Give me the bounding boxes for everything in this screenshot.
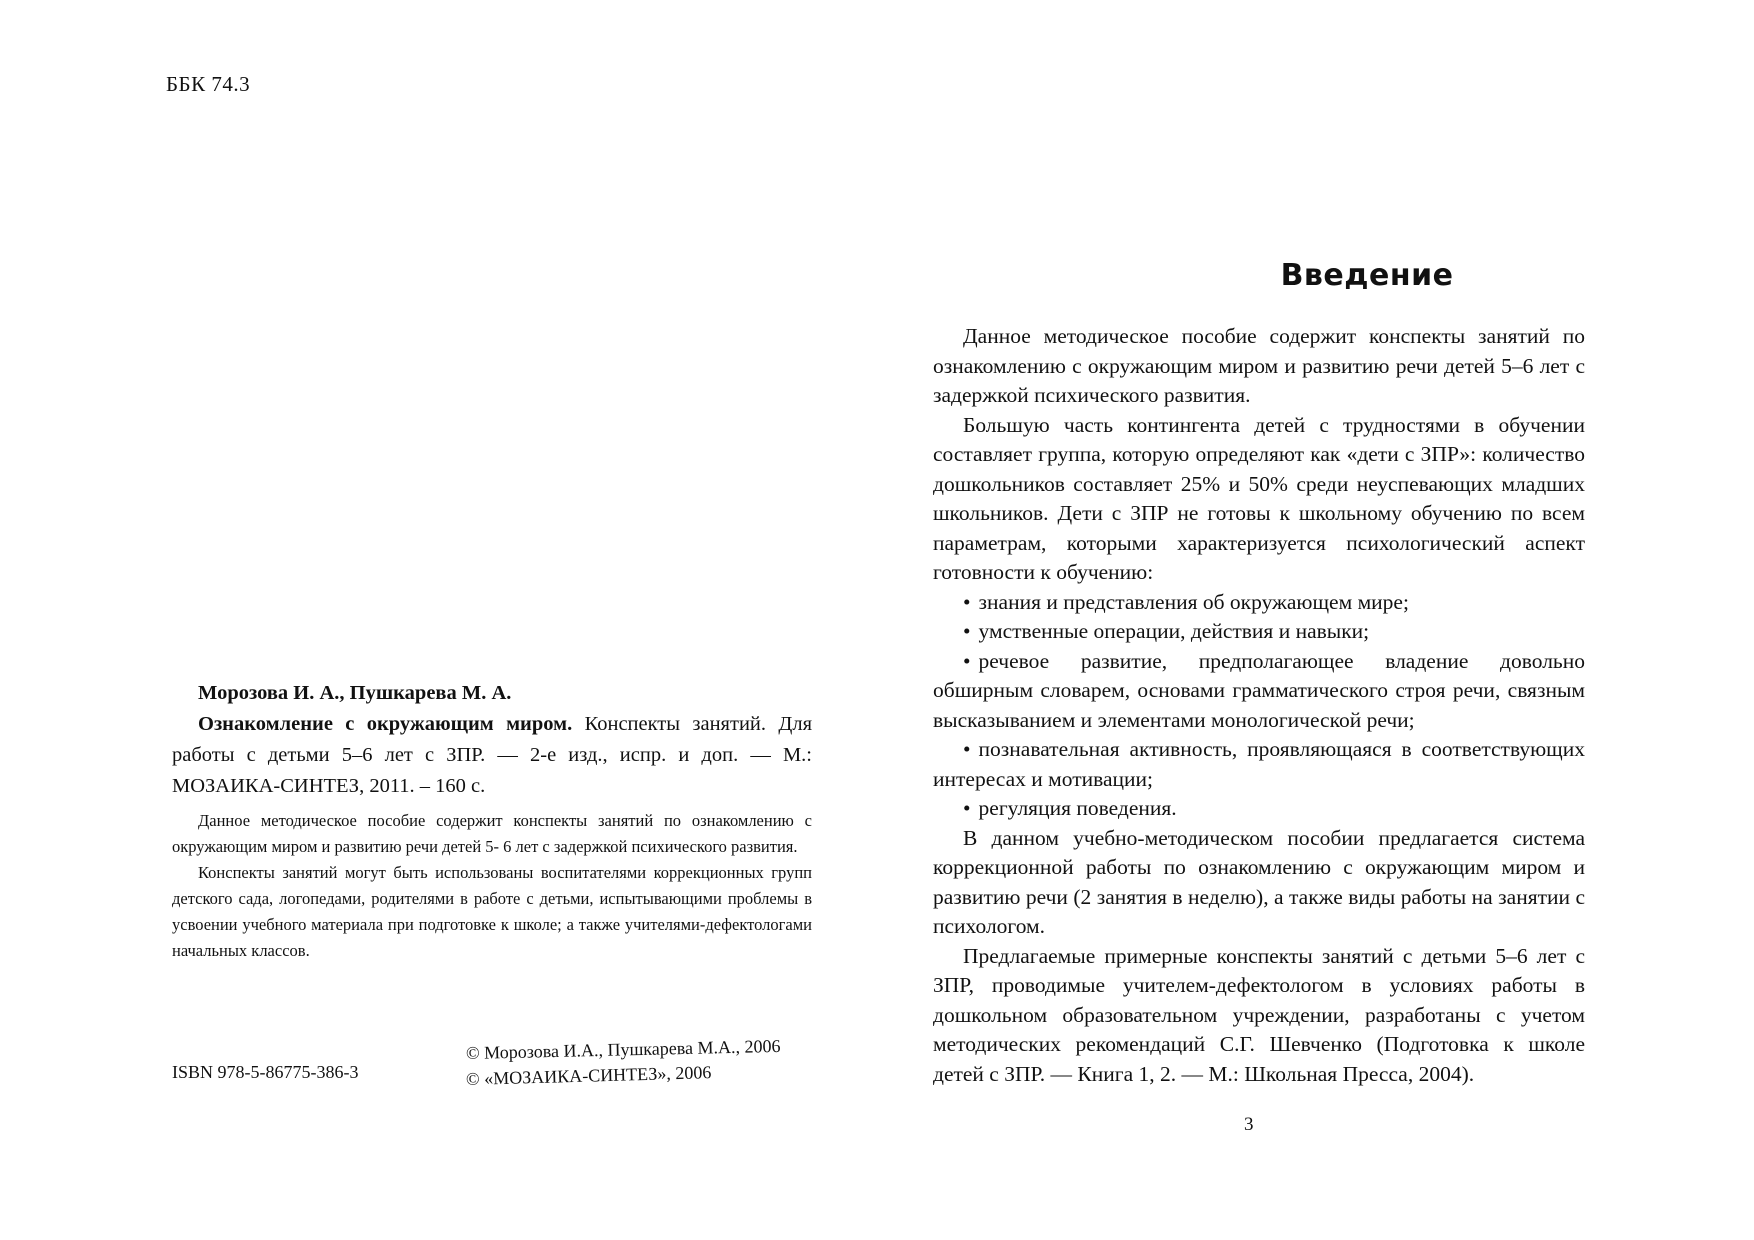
bullet-icon: •: [963, 737, 971, 761]
book-title: Ознакомление с окружающим миром.: [198, 713, 573, 735]
list-item: [933, 617, 1585, 647]
annotation-paragraph: Конспекты занятий могут быть использованы воспитателями коррекционных групп детского сада, логопедами, родителями в работе с детьми, испытывающими проблемы в усвоении учебного материала при подготовке к школе; а также учителями-дефектологами начальных классов.: [172, 863, 812, 960]
list-item: [933, 735, 1585, 794]
authors: Морозова И. А., Пушкарева М. А.: [198, 682, 512, 704]
list-item-text: регуляция поведения.: [978, 796, 1177, 820]
list-item-text: познавательная активность, проявляющаяся в соответствующих интересах и мотивации;: [933, 737, 1585, 791]
list-item: [933, 647, 1585, 736]
paragraph: Данное методическое пособие содержит конспекты занятий по ознакомлению с окружающим миром и развитию речи детей 5–6 лет с задержкой психического развития.: [933, 324, 1585, 407]
copyright-block: [465, 1035, 781, 1092]
list-item: [933, 588, 1585, 618]
page-title-text: Введение: [1280, 258, 1454, 293]
paragraph: В данном учебно-методическом пособии предлагается система коррекционной работы по ознакомлению с окружающим миром и развитию речи (2 занятия в неделю), а также виды работы на занятии с психологом.: [933, 825, 1585, 938]
copyright-authors: © Морозова И.А., Пушкарева М.А., 2006: [465, 1035, 781, 1063]
bullet-list: [933, 588, 1585, 824]
bbk-code: ББК 74.3: [166, 72, 251, 96]
right-page: [877, 0, 1754, 1240]
annotation-paragraph: Данное методическое пособие содержит конспекты занятий по ознакомлению с окружающим миром и развитию речи детей 5- 6 лет с задержкой психического развития.: [172, 811, 812, 856]
paragraph: Большую часть контингента детей с трудностями в обучении составляет группа, которую определяют как «дети с ЗПР»: количество дошкольников составляет 25% и 50% среди неуспевающих младших школьников. Дети с ЗПР не готовы к школьному обучению по всем параметрам, которыми характеризуется психологический аспект готовности к обучению:: [933, 412, 1585, 584]
isbn: ISBN 978-5-86775-386-3: [172, 1062, 359, 1082]
list-item-text: речевое развитие, предполагающее владение довольно обширным словарем, основами грамматического строя речи, связным высказыванием и элементами монологической речи;: [933, 648, 1585, 732]
copyright-publisher: © «МОЗАИКА-СИНТЕЗ», 2006: [465, 1062, 712, 1089]
book-description: Конспекты занятий. Для работы с детьми 5–6 лет с ЗПР. — 2-е изд., испр. и доп. — М.: МОЗАИКА-СИНТЕЗ, 2011. – 160 с.: [172, 713, 812, 797]
bullet-icon: •: [963, 796, 971, 820]
bullet-icon: •: [963, 619, 971, 643]
bullet-icon: •: [963, 648, 971, 673]
introduction-text: [933, 322, 1585, 1089]
annotation: [172, 808, 812, 964]
page-title: [877, 258, 1754, 293]
bibliographic-record: [172, 678, 812, 802]
record-text: [172, 709, 812, 802]
list-item-text: знания и представления об окружающем мире;: [978, 589, 1409, 614]
page-number: 3: [1244, 1114, 1254, 1135]
paragraph: Предлагаемые примерные конспекты занятий с детьми 5–6 лет с ЗПР, проводимые учителем-дефектологом в условиях работы в дошкольном образовательном учреждении, разработаны с учетом методических рекомендаций С.Г. Шевченко (Подготовка к школе детей с ЗПР. — Книга 1, 2. — М.: Школьная Пресса, 2004).: [933, 943, 1585, 1086]
list-item-text: умственные операции, действия и навыки;: [978, 619, 1370, 643]
list-item: [933, 794, 1585, 824]
bullet-icon: •: [963, 589, 971, 614]
